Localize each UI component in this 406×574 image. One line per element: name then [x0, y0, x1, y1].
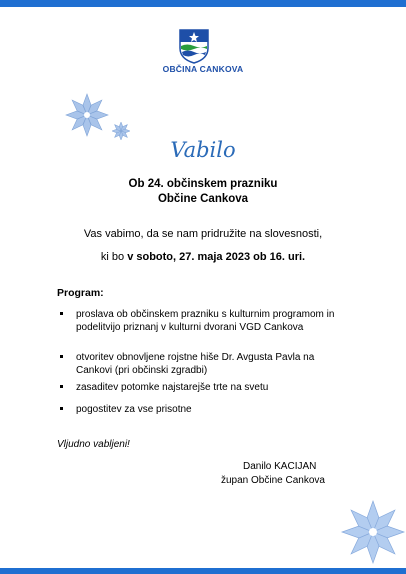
bullet-icon [60, 355, 63, 358]
invite-line-2-prefix: ki bo [100, 251, 128, 263]
invitation-subtitle [0, 177, 406, 207]
bullet-icon [60, 312, 63, 315]
program-item-text: otvoritev obnovljene rojstne hiše Dr. Avgusta Pavla na Cankovi (pri občinski zgradbi) [76, 352, 315, 376]
bullet-icon [60, 385, 63, 388]
bottom-border-bar [0, 568, 406, 574]
signature-role: župan Občine Cankova [221, 475, 325, 486]
municipality-name: OBČINA CANKOVA [162, 64, 244, 74]
coat-of-arms-icon [178, 28, 210, 64]
signature-name: Danilo KACIJAN [243, 461, 317, 472]
program-heading: Program: [57, 287, 104, 299]
program-item [60, 351, 340, 377]
bullet-icon [60, 407, 63, 410]
invite-line-2 [0, 251, 406, 263]
flower-icon [64, 92, 110, 138]
program-item-text: pogostitev za vse prisotne [76, 404, 192, 415]
program-item [60, 308, 340, 334]
closing-text: Vljudno vabljeni! [57, 439, 130, 450]
top-border-bar [0, 0, 406, 7]
program-item-text: zasaditev potomke najstarejše trte na svetu [76, 382, 269, 393]
program-item-text: proslava ob občinskem prazniku s kulturnim programom in podelitvijo priznanj v kulturni dvorani VGD Cankova [76, 309, 335, 333]
subtitle-line-2: Občine Cankova [157, 193, 249, 205]
subtitle-line-1: Ob 24. občinskem prazniku [128, 178, 278, 190]
event-date-time: v soboto, 27. maja 2023 ob 16. uri. [127, 251, 306, 263]
flower-icon [340, 496, 406, 568]
invite-line-1: Vas vabimo, da se nam pridružite na slovesnosti, [83, 228, 323, 240]
program-item [60, 381, 340, 394]
invitation-title: Vabilo [170, 138, 236, 162]
program-item [60, 403, 340, 416]
